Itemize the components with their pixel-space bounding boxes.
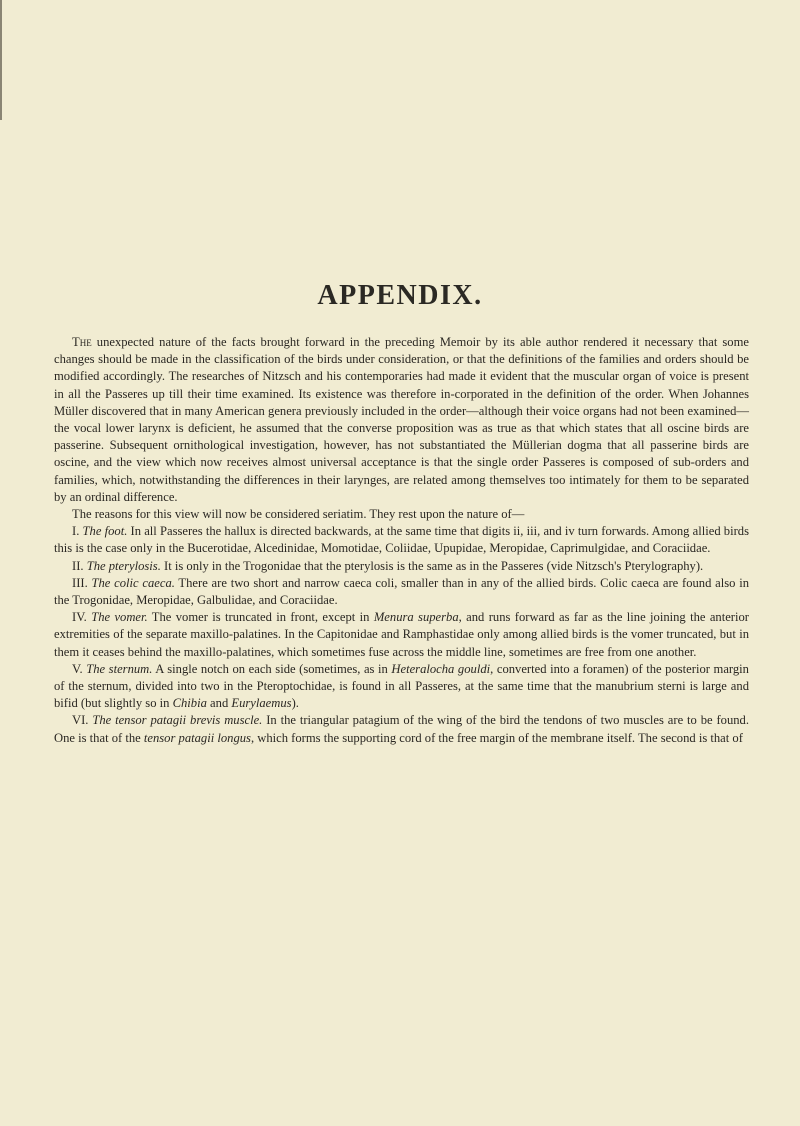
section-text: A single notch on each side (sometimes, as in: [152, 661, 392, 676]
paragraph-tensor: [54, 712, 749, 746]
muscle-name: tensor patagii longus: [143, 730, 251, 745]
section-text: , which forms the supporting cord of the free margin of the membrane itself. The second is that of: [250, 730, 743, 745]
section-number: IV.: [72, 610, 92, 625]
paragraph-pterylosis: [54, 558, 749, 575]
species-name: Eurylaemus: [231, 696, 292, 711]
section-title: The vomer.: [91, 610, 148, 625]
section-title: The sternum.: [86, 661, 153, 676]
paragraph-caeca: [54, 575, 749, 609]
section-number: VI.: [72, 713, 93, 728]
paragraph-vomer: [54, 609, 749, 661]
paragraph-reasons: The reasons for this view will now be considered seriatim. They rest upon the nature of—: [72, 507, 525, 522]
section-title: The tensor patagii brevis muscle.: [92, 713, 263, 728]
species-name: Heteralocha gouldi: [391, 661, 491, 676]
body-text: [54, 334, 749, 747]
section-text: , converted into a foramen) of the posterior margin of the sternum, divided into two in the Pteroptochidae, is found in all Passeres, at the same time that the manubrium sterni is large and bifid (but slightly so in: [54, 661, 749, 711]
section-text: There are two short and narrow caeca coli, smaller than in any of the allied birds. Colic caeca are found also in the Trogonidae, Meropidae, Galbulidae, and Coraciidae.: [54, 575, 749, 608]
section-number: III.: [72, 575, 92, 590]
paragraph-foot: [54, 523, 749, 557]
intro-text: unexpected nature of the facts brought forward in the preceding Memoir by its able author rendered it necessary that some changes should be made in the classification of the birds under consideration, or that the definitions of the families and orders should be modified accordingly. The researches of Nitzsch and his contemporaries had made it evident that the muscular organ of voice is present in all the Passeres up till their time examined. Its existence was therefore in-corporated in the definition of the order. When Johannes Müller discovered that in many American genera previously included in the order—although their voice organs had not been examined—the vocal lower larynx is deficient, he assumed that the converse proposition was as true as that which states that all oscine birds are passerine. Subsequent ornithological investigation, however, has not substantiated the Müllerian dogma that all passerine birds are oscine, and the view which now receives almost universal acceptance is that the single order Passeres is composed of sub-orders and families, which, notwithstanding the differences in their larynges, are related among themselves too intimately for them to be separated by an ordinal difference.: [54, 335, 749, 504]
page-title: APPENDIX.: [317, 280, 483, 311]
section-text: It is only in the Trogonidae that the pterylosis is the same as in the Passeres (vide Nitzsch's Pterylography).: [160, 558, 704, 573]
section-number: II.: [72, 558, 87, 573]
section-number: I.: [72, 524, 83, 539]
paragraph-intro: [54, 334, 749, 506]
section-number: V.: [72, 661, 87, 676]
section-title: The foot.: [82, 524, 128, 539]
species-name: Chibia: [172, 696, 207, 711]
section-text: and: [206, 696, 232, 711]
section-text: In the triangular patagium of the wing of the bird the tendons of two muscles are to be found. One is that of the: [54, 713, 750, 745]
lead-word: The: [72, 335, 92, 349]
species-name: Menura superba: [373, 610, 459, 625]
paragraph-sternum: [54, 661, 749, 713]
page-edge-shadow: [0, 0, 2, 120]
section-text: , and runs forward as far as the line joining the anterior extremities of the separate maxillo-palatines. In the Capitonidae and Ramphastidae only among allied birds is the vomer truncated, but in them it ceases behind the maxillo-palatines, which sometimes fuse across the middle line, sometimes are free from one another.: [54, 610, 749, 659]
section-text: ).: [291, 696, 299, 711]
section-title: The colic caeca.: [91, 575, 175, 590]
section-text: The vomer is truncated in front, except in: [147, 610, 374, 625]
section-text: In all Passeres the hallux is directed backwards, at the same time that digits ii, iii, and iv turn forwards. Among allied birds this is the case only in the Bucerotidae, Alcedinidae, Momotidae, Coliidae, Upupidae, Meropidae, Caprimulgidae, and Coraciidae.: [54, 524, 749, 556]
section-title: The pterylosis.: [86, 558, 161, 573]
